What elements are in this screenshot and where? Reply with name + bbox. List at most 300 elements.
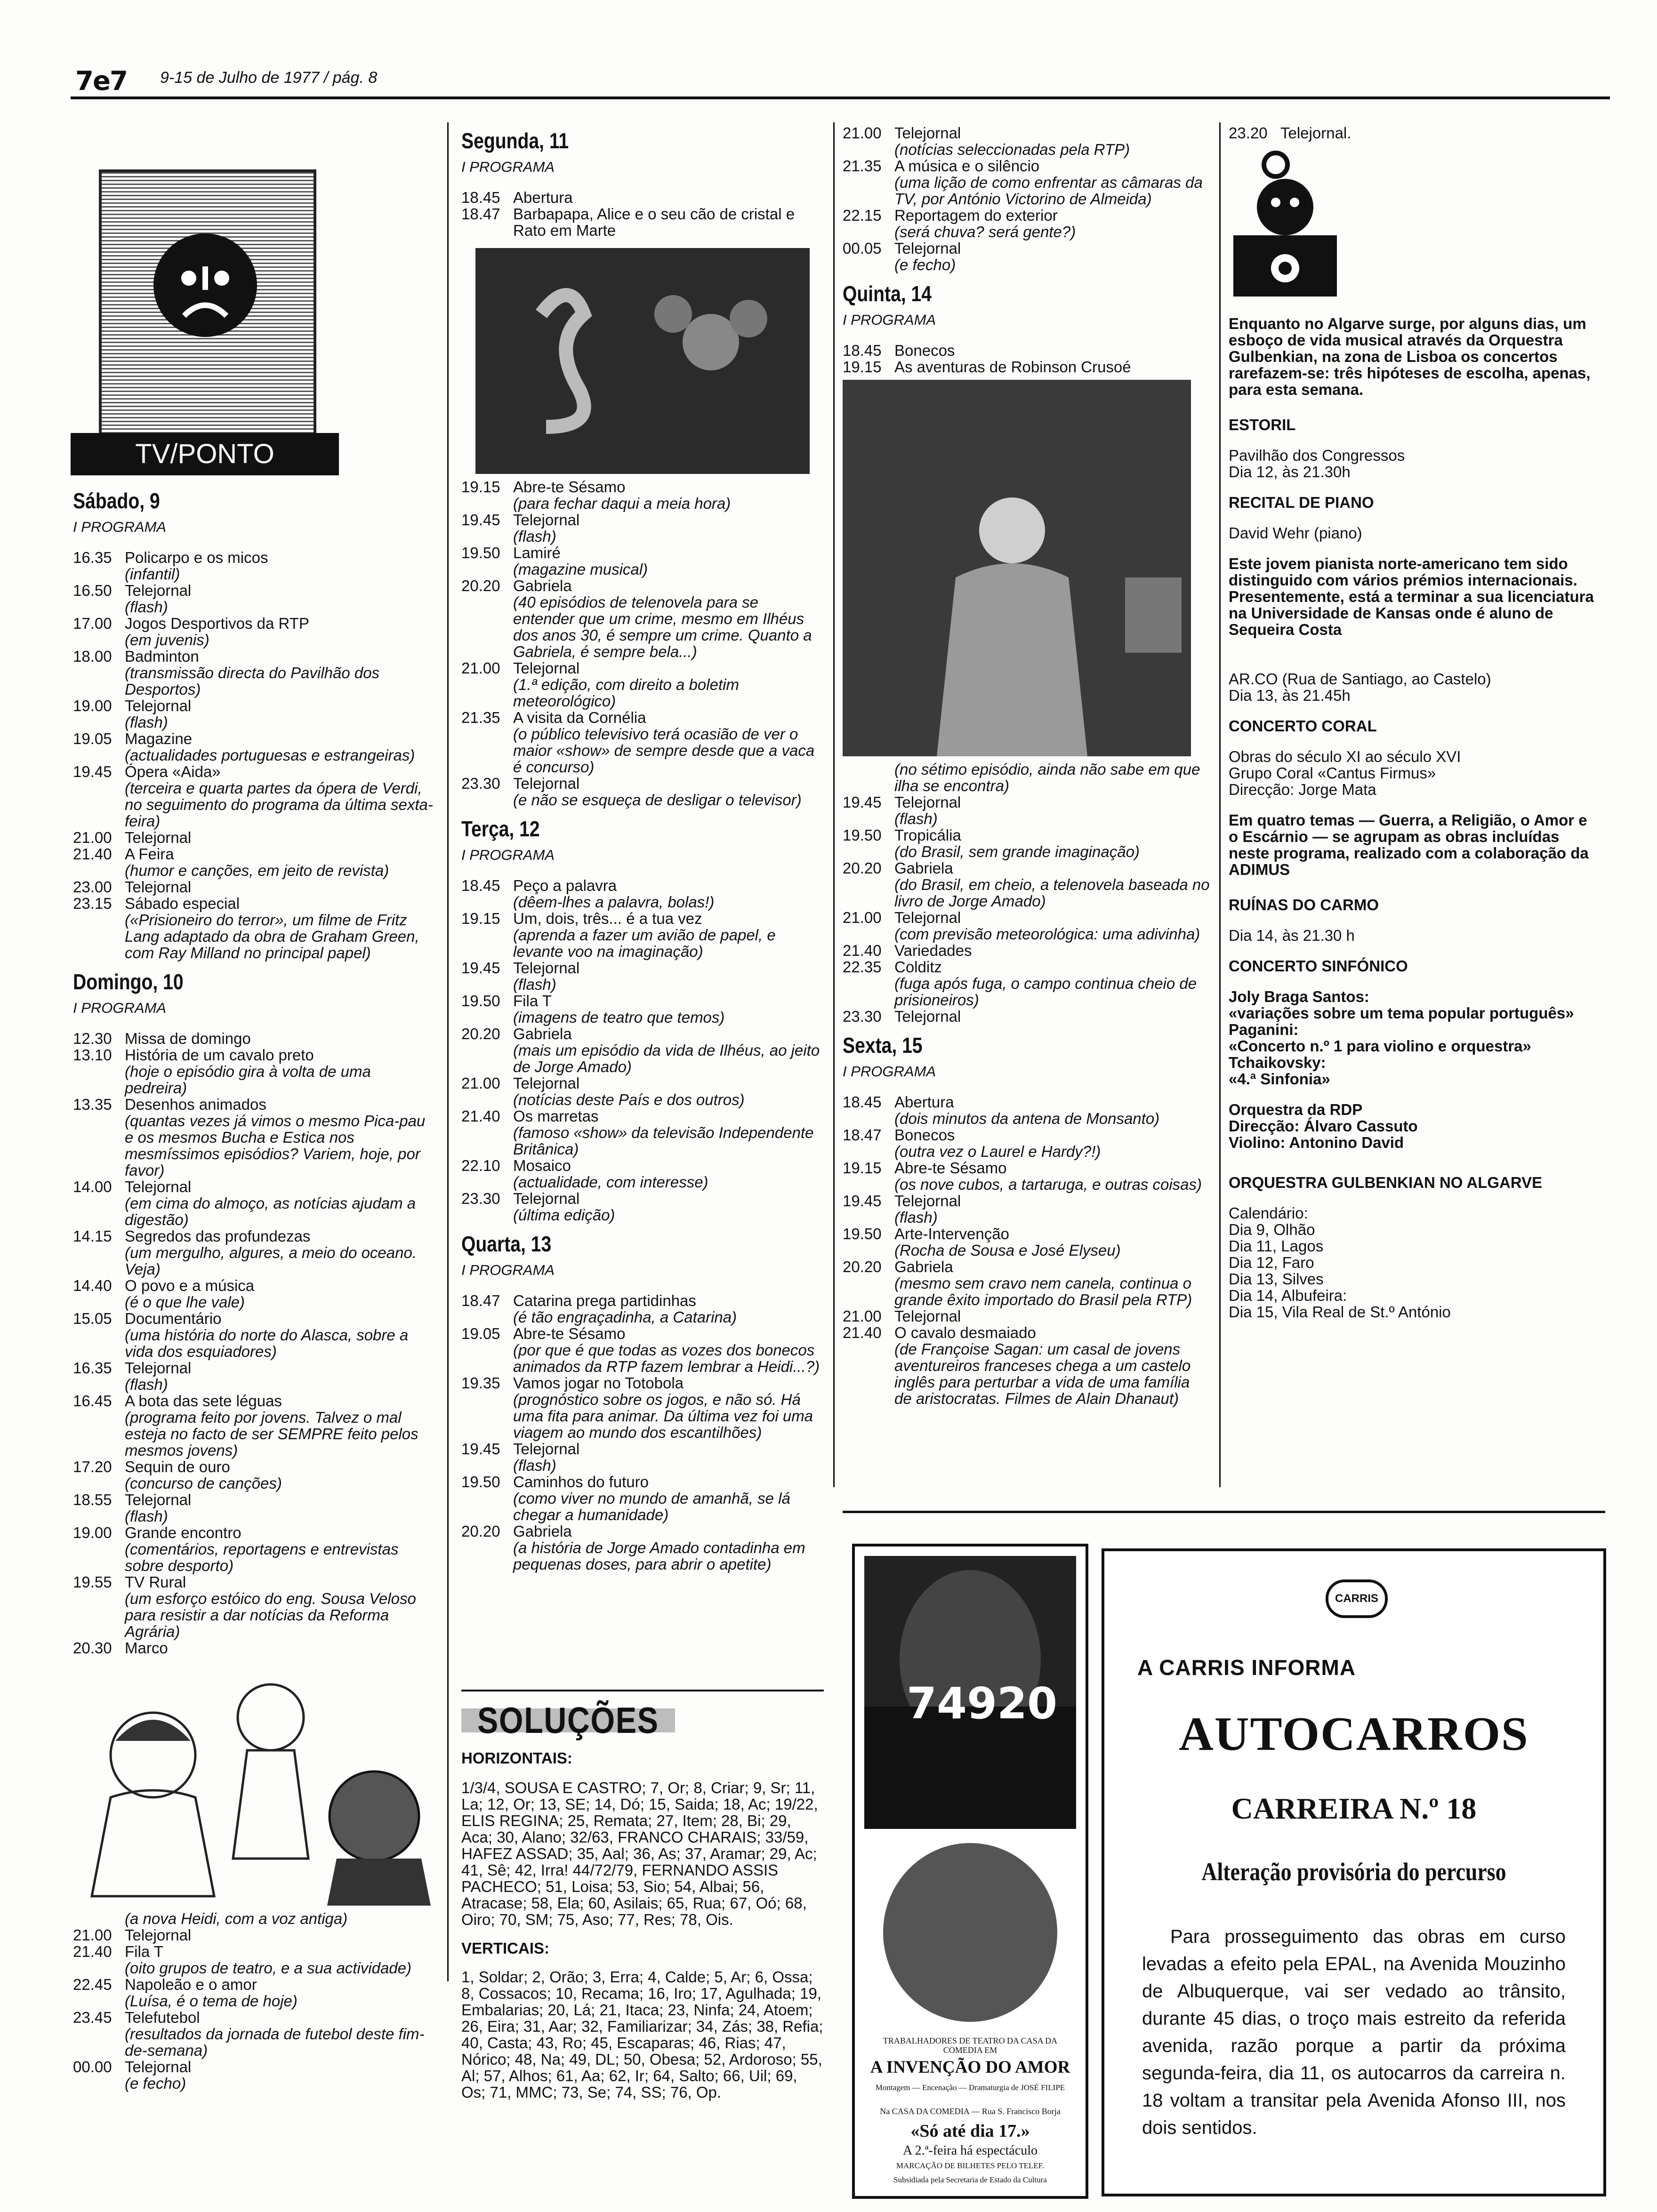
- program-note: (comentários, reportagens e entrevistas sobre desporto): [125, 1540, 399, 1574]
- gulbenkian-heading: ORQUESTRA GULBENKIAN NO ALGARVE: [1229, 1174, 1543, 1191]
- text-line: Dia 9, Olhão: [1229, 1221, 1315, 1238]
- program-body: [513, 577, 824, 660]
- program-note: (prognóstico sobre os jogos, e não só. Há uma fita para animar. Da última vez foi uma viagem ao mundo dos escantilhões): [513, 1391, 813, 1441]
- program-time: 21.40: [843, 942, 882, 959]
- venue-place: Pavilhão dos Congressos: [1229, 447, 1405, 464]
- program-line: Obras do século XI ao século XVI: [1229, 748, 1461, 765]
- program-title: Telejornal: [125, 2058, 192, 2076]
- program-title: TV Rural: [125, 1573, 186, 1591]
- channel-label: I PROGRAMA: [461, 159, 555, 175]
- program-title: Um, dois, três... é a tua vez: [513, 910, 702, 927]
- program-entry: [73, 1030, 435, 1047]
- program-entry: [461, 1523, 824, 1572]
- program-entry: [73, 846, 435, 879]
- program-body: [125, 549, 435, 582]
- program-list: [461, 479, 824, 808]
- program-entry: [73, 895, 435, 961]
- program-body: [894, 1160, 1210, 1193]
- program-body: [513, 960, 824, 993]
- program-title: Caminhos do futuro: [513, 1473, 649, 1491]
- program-note: (de Françoise Sagan: um casal de jovens aventureiros franceses chega a um castelo inglês para perturbar a vida de uma família de aristocratas. Filmes de Alain Dhanaut): [894, 1340, 1191, 1407]
- program-entry: [843, 1324, 1210, 1407]
- program-title: Magazine: [125, 730, 193, 747]
- program-body: [125, 1524, 435, 1574]
- program-time: 21.00: [843, 909, 882, 926]
- program-body: [894, 125, 1210, 158]
- text-line: Tchaikovsky:: [1229, 1054, 1326, 1071]
- program-time: 18.47: [843, 1126, 882, 1144]
- orchestra-credits: [1229, 1101, 1601, 1151]
- program-entry: [73, 1360, 435, 1393]
- program-entry: [843, 1008, 1210, 1025]
- text-line: Orquestra da RDP: [1229, 1101, 1363, 1118]
- program-body: [125, 1096, 435, 1178]
- text-line: Dia 15, Vila Real de St.º António: [1229, 1303, 1451, 1321]
- program-entry: [461, 660, 824, 709]
- robinson-crusoe-photo: [843, 380, 1191, 756]
- program-entry: [461, 1292, 824, 1325]
- program-entry: [73, 582, 435, 615]
- program-body: [125, 763, 435, 829]
- section-rule: [461, 1690, 824, 1691]
- program-list: [73, 1927, 435, 2092]
- program-note: (uma lição de como enfrentar as câmaras da TV, por António Victorino de Almeida): [894, 174, 1203, 208]
- program-entry: [461, 1190, 824, 1223]
- program-body: [513, 877, 824, 910]
- program-title: Grande encontro: [125, 1524, 241, 1541]
- program-title: O cavalo desmaiado: [894, 1324, 1036, 1341]
- theatre-ad-credits: Montagem — Encenação — Dramaturgia de JOSÉ FILIPE: [875, 2083, 1065, 2092]
- program-entry: [461, 512, 824, 545]
- program-title: Telejornal: [513, 959, 580, 977]
- program-entry: [73, 1277, 435, 1310]
- program-time: 20.30: [73, 1639, 112, 1657]
- program-title: Desenhos animados: [125, 1096, 266, 1113]
- program-entry: [73, 1178, 435, 1228]
- program-entry: [843, 1193, 1210, 1226]
- event-heading: CONCERTO CORAL: [1229, 717, 1377, 735]
- program-title: Marco: [125, 1639, 168, 1657]
- program-time: 23.30: [461, 775, 500, 792]
- program-entry: [461, 1474, 824, 1523]
- program-title: História de um cavalo preto: [125, 1046, 314, 1064]
- program-body: [894, 794, 1210, 827]
- text-line: Calendário:: [1229, 1204, 1308, 1222]
- program-body: [125, 1943, 435, 1976]
- program-time: 16.45: [73, 1392, 112, 1410]
- program-list: [461, 1292, 824, 1572]
- event-heading: CONCERTO SINFÓNICO: [1229, 957, 1408, 975]
- program-note: (magazine musical): [513, 561, 648, 578]
- program-time: 19.00: [73, 1524, 112, 1541]
- program-time: 17.20: [73, 1458, 112, 1475]
- program-time: 14.15: [73, 1227, 112, 1245]
- program-title: Telejornal: [894, 124, 961, 142]
- program-title: Bonecos: [894, 1126, 955, 1144]
- program-time: 23.15: [73, 895, 112, 912]
- program-time: 21.00: [73, 829, 112, 846]
- program-time: 22.45: [73, 1976, 112, 1993]
- program-body: [894, 1008, 1210, 1025]
- masthead-date: 9-15 de Julho de 1977 / pág. 8: [160, 69, 378, 87]
- program-time: 19.35: [461, 1374, 500, 1392]
- program-note: (flash): [513, 976, 556, 993]
- masthead-rule: [71, 96, 1610, 99]
- program-note: (flash): [125, 1376, 168, 1393]
- carris-subtitle: Alteração provisória do percurso: [1201, 1858, 1506, 1886]
- program-note: (do Brasil, em cheio, a telenovela baseada no livro de Jorge Amado): [894, 876, 1210, 910]
- program-body: [513, 1026, 824, 1075]
- program-note: (como viver no mundo de amanhã, se lá chegar a humanidade): [513, 1490, 790, 1523]
- venue-place: AR.CO (Rua de Santiago, ao Castelo): [1229, 670, 1491, 688]
- program-note: (é o que lhe vale): [125, 1293, 245, 1311]
- channel-label: I PROGRAMA: [73, 1000, 167, 1016]
- day-heading: Quinta, 14: [843, 281, 932, 306]
- program-title: Tropicália: [894, 826, 961, 844]
- program-time: 19.15: [843, 358, 882, 376]
- program-time: 20.20: [461, 1025, 500, 1042]
- channel-label: I PROGRAMA: [461, 1262, 555, 1278]
- program-body: [125, 1047, 435, 1096]
- program-time: 19.50: [461, 544, 500, 561]
- program-time: 21.40: [461, 1107, 500, 1125]
- program-title: Jogos Desportivos da RTP: [125, 615, 309, 632]
- program-entry: [73, 1047, 435, 1096]
- program-list: [843, 125, 1210, 273]
- program-list: [73, 549, 435, 961]
- text-line: Dia 14, Albufeira:: [1229, 1287, 1347, 1304]
- text-line: «4.ª Sinfonia»: [1229, 1070, 1330, 1088]
- program-title: Telejornal: [125, 1359, 192, 1377]
- program-body: [125, 697, 435, 730]
- program-note: (actualidade, com interesse): [513, 1173, 708, 1191]
- program-entry: [843, 1226, 1210, 1258]
- program-title: Telejornal: [894, 1008, 961, 1025]
- program-line: Direcção: Jorge Mata: [1229, 781, 1376, 798]
- program-entry: [461, 1325, 824, 1375]
- program-entry: [843, 207, 1210, 240]
- performer: David Wehr (piano): [1229, 524, 1362, 542]
- program-note: (Luísa, é o tema de hoje): [125, 1992, 298, 2010]
- program-note: (famoso «show» da televisão Independente Britânica): [513, 1124, 814, 1158]
- program-time: 00.05: [843, 240, 882, 257]
- program-title: A música e o silêncio: [894, 157, 1040, 175]
- program-body: [894, 1127, 1210, 1160]
- program-body: [894, 1324, 1210, 1407]
- program-body: [1280, 125, 1601, 141]
- program-entry: [73, 549, 435, 582]
- program-time: 21.35: [461, 709, 500, 726]
- program-body: [125, 615, 435, 648]
- program-title: Telejornal: [125, 829, 192, 846]
- theatre-ad-number: 74920: [907, 1678, 1058, 1729]
- program-title: Missa de domingo: [125, 1030, 251, 1047]
- day-heading: Domingo, 10: [73, 970, 184, 994]
- program-entry: [461, 577, 824, 660]
- program-time: 16.35: [73, 1359, 112, 1377]
- text-line: «variações sobre um tema popular português»: [1229, 1004, 1574, 1022]
- program-entry: [843, 1094, 1210, 1127]
- text-line: Dia 12, Faro: [1229, 1254, 1314, 1271]
- program-entry: [843, 794, 1210, 827]
- program-time: 19.50: [843, 1225, 882, 1242]
- program-time: 18.45: [461, 877, 500, 894]
- program-body: [513, 775, 824, 808]
- theatre-ad-photo: [864, 1556, 1076, 1829]
- program-note: (um esforço estóico do eng. Sousa Veloso para resistir a dar notícias da Reforma Agrária): [125, 1590, 416, 1640]
- column-thursday-friday: [843, 125, 1210, 1407]
- program-entry: [461, 545, 824, 577]
- program-note: (aprenda a fazer um avião de papel, e levante voo na imaginação): [513, 926, 776, 960]
- program-time: 20.20: [843, 1258, 882, 1275]
- program-time: 19.05: [73, 730, 112, 747]
- program-entry: [461, 206, 824, 239]
- program-note: (1.ª edição, com direito a boletim meteorológico): [513, 676, 739, 710]
- program-time: 19.45: [73, 763, 112, 780]
- program-note: (por que é que todas as vozes dos bonecos animados da RTP fazem lembrar a Heidi...?): [513, 1341, 820, 1375]
- program-time: 15.05: [73, 1310, 112, 1327]
- program-title: A bota das sete léguas: [125, 1392, 282, 1410]
- day-heading: Terça, 12: [461, 817, 540, 841]
- program-title: Telejornal: [125, 878, 192, 896]
- program-body: [513, 206, 824, 239]
- program-time: 14.00: [73, 1178, 112, 1195]
- program-entry: [73, 2059, 435, 2092]
- program-time: 23.30: [461, 1190, 500, 1207]
- program-entry: [73, 1393, 435, 1459]
- program-entry: [73, 1927, 435, 1943]
- program-note: (transmissão directa do Pavilhão dos Desportos): [125, 664, 380, 698]
- program-time: 13.35: [73, 1096, 112, 1113]
- program-body: [125, 829, 435, 846]
- program-entry: [843, 942, 1210, 959]
- program-note: (oito grupos de teatro, e a sua actividade): [125, 1959, 412, 1977]
- program-line: Grupo Coral «Cantus Firmus»: [1229, 764, 1436, 782]
- program-entry: [461, 189, 824, 206]
- program-title: Arte-Intervenção: [894, 1225, 1009, 1242]
- program-body: [894, 909, 1210, 942]
- image-caption: (a nova Heidi, com a voz antiga): [125, 1910, 348, 1927]
- program-body: [125, 1927, 435, 1943]
- program-body: [894, 1094, 1210, 1127]
- program-body: [894, 342, 1210, 359]
- tv-ponto-logo: [71, 104, 339, 475]
- program-note: (o público televisivo terá ocasião de ver o maior «show» de sempre desde que a vaca é concurso): [513, 725, 815, 776]
- program-entry: [73, 1524, 435, 1574]
- program-title: Telejornal: [125, 582, 192, 599]
- program-body: [125, 1030, 435, 1047]
- program-title: Documentário: [125, 1310, 222, 1327]
- program-time: 20.20: [843, 859, 882, 877]
- program-title: Abertura: [513, 189, 573, 206]
- horizontais-text: 1/3/4, SOUSA E CASTRO; 7, Or; 8, Criar; 9, Sr; 11, La; 12, Or; 13, SE; 14, Dó; 15, Saida; 18, Ac; 19/22, ELIS REGINA; 25, Remata; 27, Item; 28, Bi; 29, Aca; 30, Alano; 32/63, FRANCO CHARAIS; 33/59, HAFEZ ASSAD; 35, Aal; 36, As; 37, Aramar; 29, Ac; 41, Sê; 42, Irra! 44/72/79, FERNANDO ASSIS PACHECO; 51, Loisa; 53, Sio; 54, Albai; 56, Atracase; 58, Ela; 60, Asilais; 65, Rua; 67, Oó; 68, Oiro; 70, SM; 75, Aso; 77, Res; 78, Ois.: [461, 1779, 818, 1928]
- program-note: (será chuva? será gente?): [894, 223, 1076, 240]
- day-heading: Segunda, 11: [461, 128, 569, 153]
- program-time: 19.00: [73, 697, 112, 714]
- program-note: (para fechar daqui a meia hora): [513, 495, 731, 512]
- program-body: [125, 1640, 435, 1656]
- program-body: [894, 1308, 1210, 1324]
- program-time: 20.20: [461, 577, 500, 594]
- program-time: 23.20: [1229, 124, 1268, 142]
- program-note: (uma história do norte do Alasca, sobre a vida dos esquiadores): [125, 1326, 409, 1360]
- program-body: [894, 827, 1210, 860]
- program-note: (os nove cubos, a tartaruga, e outras coisas): [894, 1176, 1202, 1193]
- ads-rule: [843, 1511, 1605, 1513]
- program-title: Peço a palavra: [513, 877, 617, 894]
- program-title: Abertura: [894, 1093, 954, 1111]
- channel-label: I PROGRAMA: [73, 519, 167, 535]
- program-body: [125, 846, 435, 879]
- channel-label: I PROGRAMA: [843, 312, 936, 328]
- program-body: [125, 1228, 435, 1277]
- program-time: 18.55: [73, 1491, 112, 1508]
- program-note: (programa feito por jovens. Talvez o mal esteja no facto de ser SEMPRE feito pelos mesmos jovens): [125, 1409, 418, 1459]
- program-time: 17.00: [73, 615, 112, 632]
- program-title: Sequin de ouro: [125, 1458, 230, 1475]
- program-title: Telejornal: [894, 240, 961, 257]
- program-time: 21.40: [73, 845, 112, 863]
- channel-label: I PROGRAMA: [461, 847, 555, 863]
- day-heading: Sexta, 15: [843, 1033, 923, 1058]
- program-title: Segredos das profundezas: [125, 1227, 311, 1245]
- program-entry: [73, 1491, 435, 1524]
- program-body: [513, 545, 824, 577]
- program-time: 19.05: [461, 1325, 500, 1342]
- program-time: 12.30: [73, 1030, 112, 1047]
- program-time: 13.10: [73, 1046, 112, 1064]
- program-time: 18.45: [461, 189, 500, 206]
- program-time: 16.35: [73, 549, 112, 566]
- program-body: [894, 158, 1210, 207]
- text-line: Dia 13, Silves: [1229, 1270, 1324, 1288]
- program-title: Telejornal: [125, 1491, 192, 1508]
- program-entry: [461, 1108, 824, 1157]
- program-title: Colditz: [894, 958, 942, 976]
- program-time: 19.15: [461, 910, 500, 927]
- program-entry: [843, 342, 1210, 359]
- program-entry: [461, 993, 824, 1026]
- program-list: [1229, 125, 1601, 141]
- sad-face-icon: [153, 233, 257, 337]
- program-body: [125, 1277, 435, 1310]
- program-list: [843, 342, 1210, 375]
- program-time: 21.00: [461, 659, 500, 677]
- program-note: (em juvenis): [125, 631, 209, 649]
- program-body: [513, 1157, 824, 1190]
- program-body: [513, 1441, 824, 1474]
- program-entry: [73, 730, 435, 763]
- program-entry: [73, 1310, 435, 1360]
- program-entry: [461, 910, 824, 960]
- program-entry: [461, 877, 824, 910]
- program-title: Gabriela: [894, 1258, 953, 1275]
- program-body: [513, 1474, 824, 1523]
- program-time: 18.47: [461, 1292, 500, 1309]
- column-divider: [447, 122, 449, 1981]
- program-time: 18.00: [73, 648, 112, 665]
- theatre-ad-sponsor: Subsidiada pela Secretaria de Estado da Cultura: [893, 2175, 1047, 2184]
- program-entry: [73, 879, 435, 895]
- theatre-ad-booking: MARCAÇÃO DE BILHETES PELO TELEF.: [896, 2161, 1045, 2170]
- program-body: [894, 860, 1210, 909]
- program-entry: [1229, 125, 1601, 141]
- program-entry: [461, 479, 824, 512]
- carris-ad: [1102, 1548, 1606, 2196]
- performer-bio: Este jovem pianista norte-americano tem sido distinguido com vários prémios internacionais. Presentemente, está a terminar a sua licenciatura na Universidade de Kansas onde é aluno de Sequeira Costa: [1229, 555, 1594, 638]
- program-title: Telejornal: [125, 1178, 192, 1195]
- program-title: Bonecos: [894, 342, 955, 359]
- masthead-logo: 7e7: [75, 66, 127, 96]
- program-body: [125, 1393, 435, 1459]
- program-time: 00.00: [73, 2058, 112, 2076]
- program-title: Telejornal: [513, 1074, 580, 1092]
- program-entry: [843, 1127, 1210, 1160]
- program-title: Gabriela: [513, 577, 572, 594]
- program-entry: [73, 1228, 435, 1277]
- program-title: Abre-te Sésamo: [894, 1159, 1007, 1177]
- program-list: [73, 1030, 435, 1656]
- theatre-ad-company: TRABALHADORES DE TEATRO DA CASA DA COMEDIA EM: [883, 2036, 1058, 2055]
- program-title: Reportagem do exterior: [894, 207, 1058, 224]
- program-time: 19.50: [843, 826, 882, 844]
- carris-informa: A CARRIS INFORMA: [1137, 1655, 1356, 1680]
- program-time: 18.45: [843, 342, 882, 359]
- program-note: (notícias seleccionadas pela RTP): [894, 141, 1130, 158]
- program-entry: [843, 860, 1210, 909]
- program-note: (mesmo sem cravo nem canela, continua o grande êxito importado do Brasil pela RTP): [894, 1274, 1192, 1308]
- program-body: [125, 648, 435, 697]
- program-note: (flash): [125, 598, 168, 616]
- program-note: (concurso de canções): [125, 1475, 282, 1492]
- program-body: [513, 709, 824, 775]
- program-note: (é tão engraçadinha, a Catarina): [513, 1308, 737, 1326]
- program-time: 21.00: [461, 1074, 500, 1092]
- program-description: Em quatro temas — Guerra, a Religião, o Amor e o Escárnio — se agrupam as obras incluídas neste programa, realizado com a colaboração da ADIMUS: [1229, 811, 1589, 878]
- program-note: (terceira e quarta partes da ópera de Verdi, no seguimento do programa da última sexta-feira): [125, 779, 433, 830]
- program-note: (e fecho): [894, 256, 956, 273]
- theatre-ad-figure: [883, 1843, 1057, 2022]
- program-title: Telejornal: [513, 1440, 580, 1458]
- program-body: [513, 1325, 824, 1375]
- program-entry: [461, 1157, 824, 1190]
- program-time: 14.40: [73, 1277, 112, 1294]
- theatre-ad-monday: A 2.ª-feira há espectáculo: [902, 2143, 1038, 2158]
- carris-body: Para prosseguimento das obras em curso levadas a efeito pela EPAL, na Avenida Mouzinho de Albuquerque, vai ser vedado ao trânsito, durante 45 dias, o troço mais estreito da referida avenida, razão porque a partir da próxima segunda-feira, dia 11, os autocarros da carreira n. 18 voltam a transitar pela Avenida Afonso III, nos dois sentidos.: [1142, 1926, 1566, 2138]
- program-entry: [461, 775, 824, 808]
- verticais-text: 1, Soldar; 2, Orão; 3, Erra; 4, Calde; 5, Ar; 6, Ossa; 8, Cossacos; 10, Recama; 16, Iro; 17, Agulhada; 19, Embalarias; 20, Lá; 21, Itaca; 23, Ninfa; 24, Atoem; 26, Eira; 31, Aar; 32, Familiarizar; 34, Zás; 38, Refia; 40, Casta; 43, Ro; 45, Escaparas; 46, Rias; 47, Nórico; 48, Na; 49, DL; 50, Obesa; 52, Ardoroso; 55, Al; 57, Alhos; 61, Aa; 62, Ir; 64, Salto; 66, Uil; 69, Os; 71, MMC; 73, Se; 74, SS; 76, Op.: [461, 1968, 823, 2101]
- program-title: O povo e a música: [125, 1277, 255, 1294]
- tv-screen-graphic: [99, 169, 316, 439]
- program-title: Gabriela: [513, 1025, 572, 1042]
- program-body: [513, 479, 824, 512]
- program-body: [513, 1292, 824, 1325]
- program-body: [894, 959, 1210, 1008]
- program-body: [125, 1310, 435, 1360]
- program-body: [125, 1976, 435, 2009]
- program-entry: [461, 709, 824, 775]
- program-title: Barbapapa, Alice e o seu cão de cristal e Rato em Marte: [513, 205, 795, 239]
- program-title: Variedades: [894, 942, 972, 959]
- program-time: 19.45: [843, 1192, 882, 1210]
- program-title: Telejornal: [894, 1192, 961, 1210]
- program-time: 21.00: [843, 124, 882, 142]
- program-title: Telejornal: [894, 793, 961, 811]
- program-note: (outra vez o Laurel e Hardy?!): [894, 1143, 1101, 1160]
- program-entry: [843, 1160, 1210, 1193]
- program-entry: [461, 1075, 824, 1108]
- program-list: [843, 794, 1210, 1025]
